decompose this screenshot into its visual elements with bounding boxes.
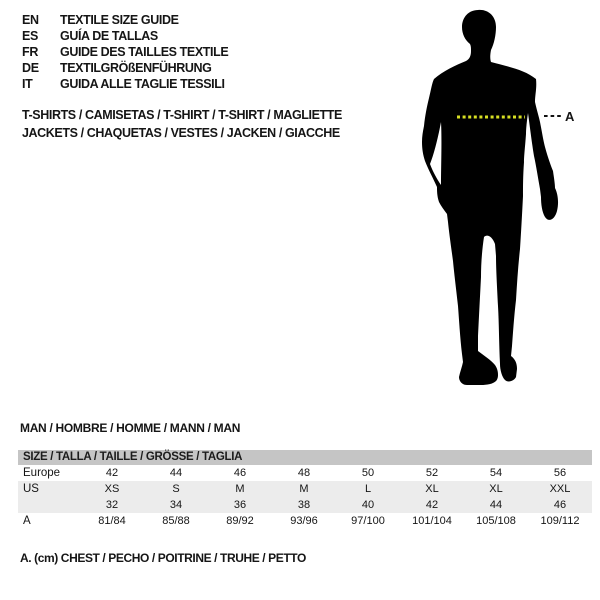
size-cell: 105/108 [476, 515, 516, 527]
list-item [22, 12, 228, 28]
man-silhouette-body [422, 10, 558, 385]
size-cell: 93/96 [290, 515, 318, 527]
lang-label: TEXTILGRÖßENFÜHRUNG [60, 61, 212, 75]
lang-code: IT [22, 77, 33, 91]
list-item [22, 76, 228, 92]
size-cell: 109/112 [540, 515, 580, 527]
section-heading-man: MAN / HOMBRE / HOMME / MANN / MAN [20, 421, 241, 435]
measure-label-a: A [565, 109, 575, 124]
size-cell: 36 [233, 499, 247, 511]
size-cell: 46 [233, 467, 247, 479]
size-cell: 32 [105, 499, 119, 511]
size-cell: 56 [553, 467, 567, 479]
measurement-footnote: A. (cm) CHEST / PECHO / POITRINE / TRUHE / PETTO [20, 551, 306, 565]
size-cell: 48 [297, 467, 311, 479]
row-label: Europe [23, 467, 61, 479]
size-cell: 89/92 [226, 515, 254, 527]
row-label: US [23, 483, 39, 495]
lang-label: TEXTILE SIZE GUIDE [60, 13, 179, 27]
lang-code: EN [22, 13, 39, 27]
language-guide-list [22, 12, 228, 92]
size-cell: 52 [425, 467, 439, 479]
size-cell: 81/84 [98, 515, 126, 527]
size-cell: 54 [489, 467, 503, 479]
lang-label: GUIDA ALLE TAGLIE TESSILI [60, 77, 225, 91]
size-cell: 50 [361, 467, 375, 479]
size-row-numeric [18, 497, 592, 513]
size-cell: XL [489, 483, 503, 495]
measurement-figure [415, 6, 600, 396]
size-cell: 42 [105, 467, 119, 479]
size-cell: 46 [553, 499, 567, 511]
size-cell: 44 [169, 467, 183, 479]
size-cell: S [172, 483, 180, 495]
size-cell: XL [425, 483, 439, 495]
size-row-a-chest [18, 513, 592, 529]
category-jackets: JACKETS / CHAQUETAS / VESTES / JACKEN / GIACCHE [22, 126, 340, 140]
lang-code: ES [22, 29, 39, 43]
row-label: A [23, 515, 31, 527]
size-cell: M [299, 483, 309, 495]
size-cell: XS [104, 483, 120, 495]
lang-code: FR [22, 45, 39, 59]
size-cell: L [364, 483, 372, 495]
list-item [22, 28, 228, 44]
size-table [18, 450, 592, 529]
list-item [22, 44, 228, 60]
man-silhouette [415, 6, 600, 396]
size-cell: 85/88 [162, 515, 190, 527]
size-cell: 34 [169, 499, 183, 511]
size-row-us [18, 481, 592, 497]
size-cell: 38 [297, 499, 311, 511]
list-item [22, 60, 228, 76]
size-cell: 40 [361, 499, 375, 511]
size-cell: M [235, 483, 245, 495]
size-cell: XXL [549, 483, 571, 495]
lang-code: DE [22, 61, 39, 75]
category-tshirts: T-SHIRTS / CAMISETAS / T-SHIRT / T-SHIRT / MAGLIETTE [22, 108, 342, 122]
size-cell: 101/104 [412, 515, 452, 527]
lang-label: GUÍA DE TALLAS [60, 29, 158, 43]
size-cell: 97/100 [351, 515, 385, 527]
size-row-europe [18, 465, 592, 481]
size-cell: 42 [425, 499, 439, 511]
size-cell: 44 [489, 499, 503, 511]
size-table-header: SIZE / TALLA / TAILLE / GRÖSSE / TAGLIA [18, 450, 592, 465]
category-list [22, 106, 342, 142]
lang-label: GUIDE DES TAILLES TEXTILE [60, 45, 229, 59]
